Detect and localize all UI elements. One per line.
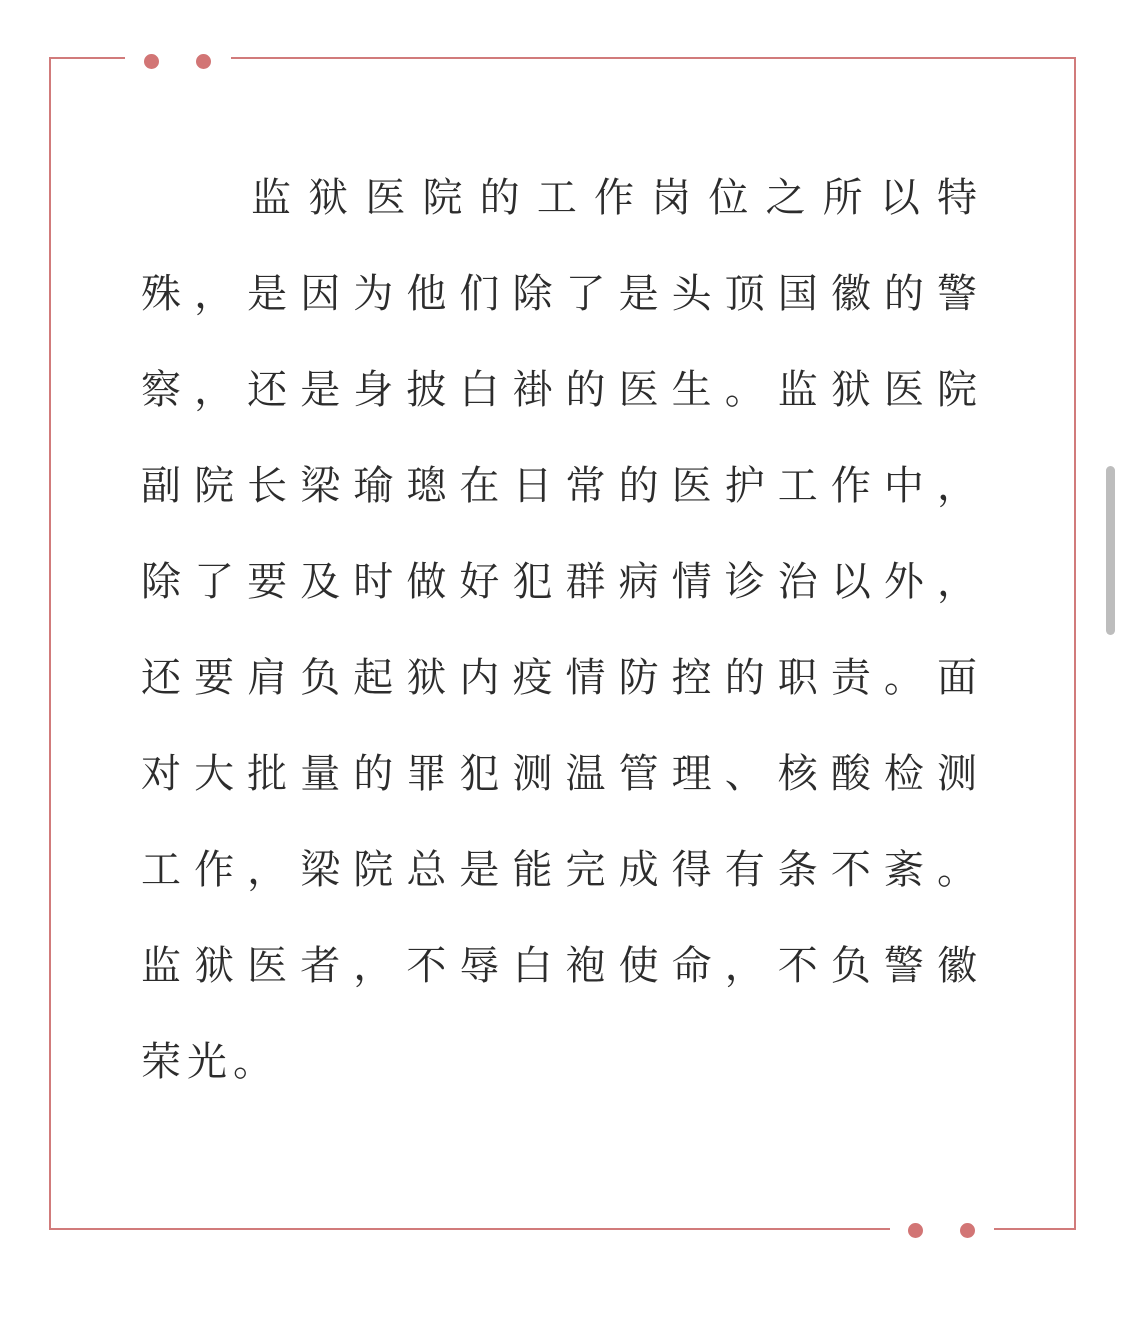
paragraph-line: 殊，是因为他们除了是头顶国徽的警 [141, 271, 983, 317]
ornament-dot-bottom-left [908, 1223, 923, 1238]
paragraph-line: 工作，梁院总是能完成得有条不紊。 [141, 847, 983, 893]
paragraph-line: 监狱医院的工作岗位之所以特 [251, 175, 983, 221]
paragraph-line: 还要肩负起狱内疫情防控的职责。面 [141, 655, 983, 701]
frame-gap-top [125, 50, 231, 64]
paragraph-line: 对大批量的罪犯测温管理、核酸检测 [141, 751, 983, 797]
paragraph-line: 察，还是身披白褂的医生。监狱医院 [141, 367, 983, 413]
paragraph-line: 除了要及时做好犯群病情诊治以外， [141, 559, 983, 605]
ornament-dot-top-right [196, 54, 211, 69]
frame-gap-bottom [890, 1223, 994, 1237]
scrollbar-thumb[interactable] [1106, 466, 1115, 635]
paragraph-line: 荣光。 [141, 1039, 279, 1085]
paragraph-line: 监狱医者，不辱白袍使命，不负警徽 [141, 943, 983, 989]
ornament-dot-top-left [144, 54, 159, 69]
article-body [141, 150, 983, 1110]
paragraph-line: 副院长梁瑜璁在日常的医护工作中， [141, 463, 983, 509]
ornament-dot-bottom-right [960, 1223, 975, 1238]
